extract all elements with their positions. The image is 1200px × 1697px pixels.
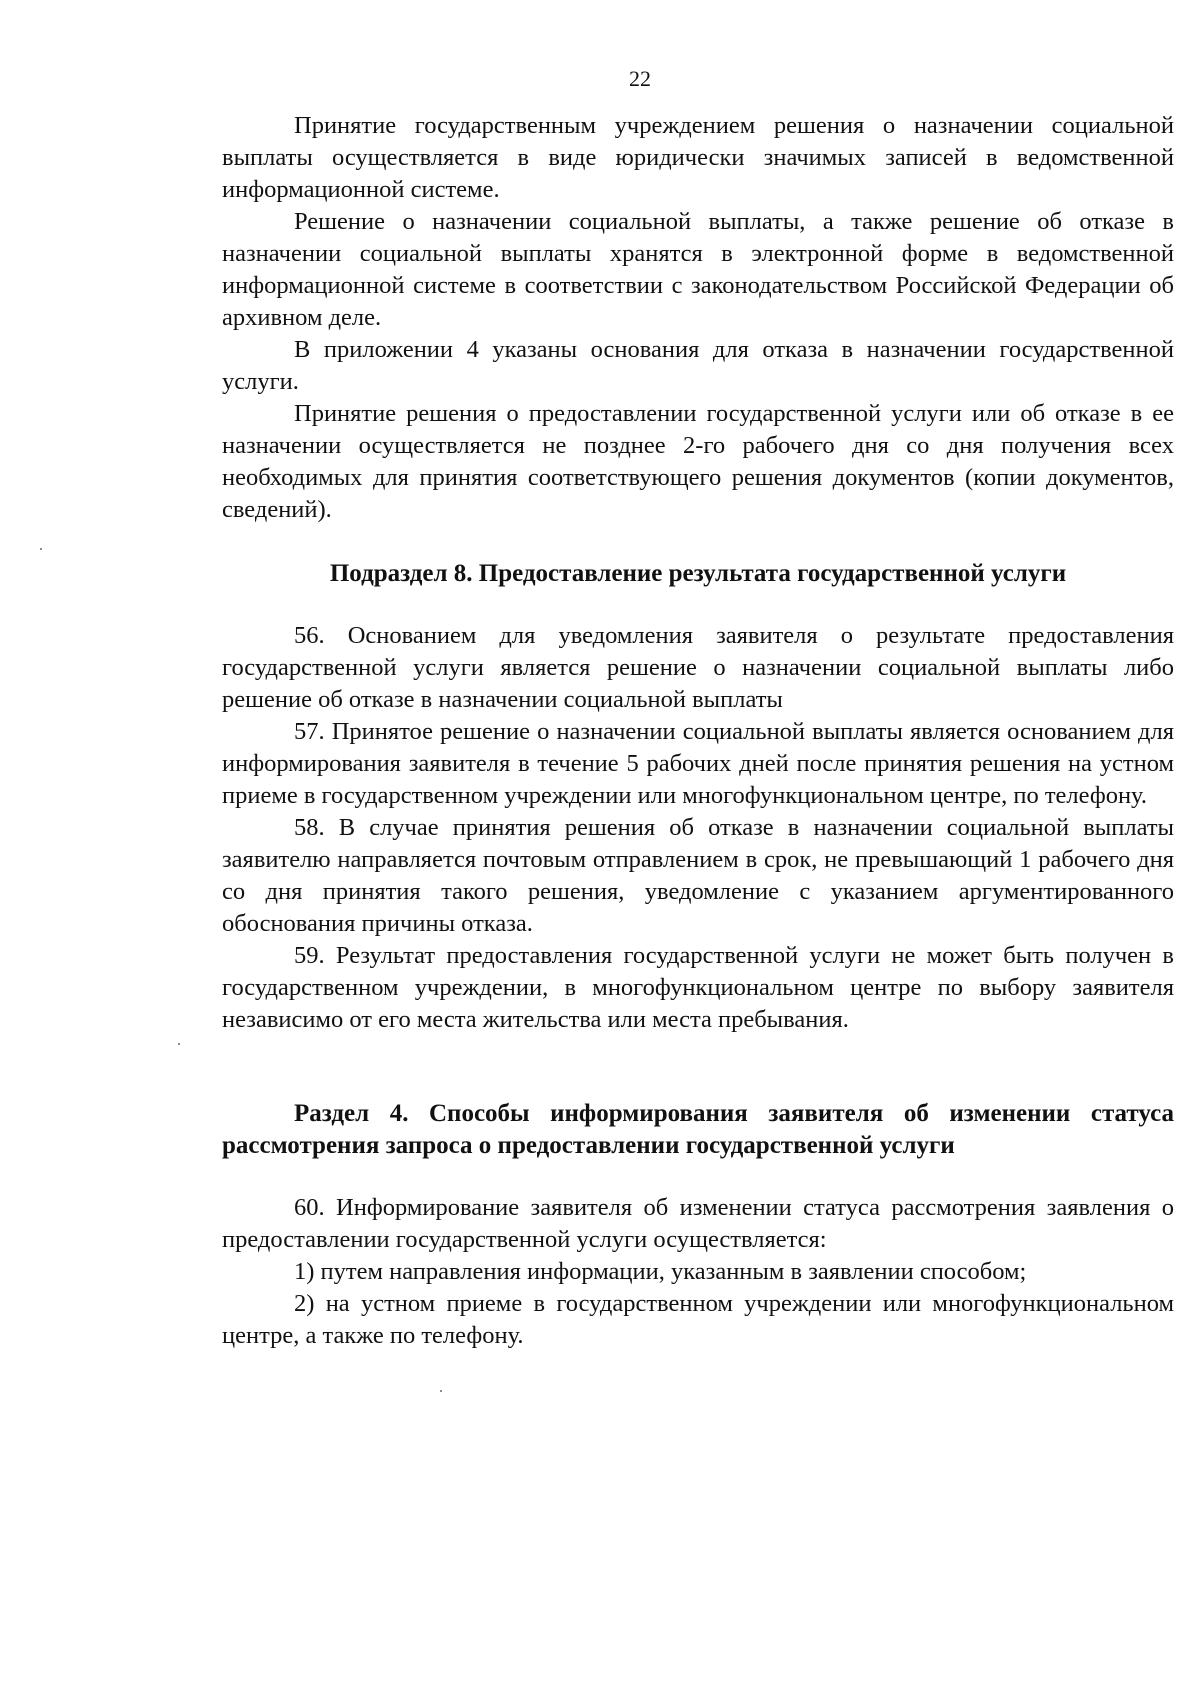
scan-speck: [40, 548, 42, 550]
paragraph: Принятие государственным учреждением решения о назначении социальной выплаты осуществляется в виде юридически значимых записей в ведомственной информационной системе.: [222, 112, 1174, 203]
paragraph-60: 60. Информирование заявителя об изменении статуса рассмотрения заявления о предоставлении государственной услуги осуществляется:: [222, 1194, 1174, 1253]
subsection-heading: Подраздел 8. Предоставление результата государственной услуги: [329, 560, 1067, 587]
paragraph: В приложении 4 указаны основания для отказа в назначении государственной услуги.: [222, 336, 1174, 395]
scan-speck: [178, 1043, 180, 1045]
paragraph-57: 57. Принятое решение о назначении социальной выплаты является основанием для информирования заявителя в течение 5 рабочих дней после принятия решения на устном приеме в государственном учреждении или многофункциональном центре, по телефону.: [222, 718, 1174, 809]
paragraph-58: 58. В случае принятия решения об отказе в назначении социальной выплаты заявителю направляется почтовым отправлением в срок, не превышающий 1 рабочего дня со дня принятия такого решения, уведомление с указанием аргументированного обоснования причины отказа.: [222, 814, 1174, 937]
list-item-1: 1) путем направления информации, указанным в заявлении способом;: [294, 1258, 1027, 1285]
spacer: [222, 1036, 1174, 1098]
spacer: [222, 590, 1174, 620]
scan-speck: [440, 1390, 442, 1392]
section-heading: Раздел 4. Способы информирования заявителя об изменении статуса рассмотрения запроса о предоставлении государственной услуги: [222, 1100, 1174, 1159]
list-item-2: 2) на устном приеме в государственном учреждении или многофункциональном центре, а также по телефону.: [222, 1290, 1174, 1349]
page-number: 22: [629, 66, 651, 91]
paragraph: Принятие решения о предоставлении государственной услуги или об отказе в ее назначении осуществляется не позднее 2-го рабочего дня со дня получения всех необходимых для принятия соответствующего решения документов (копии документов, сведений).: [222, 400, 1174, 523]
spacer: [222, 1162, 1174, 1192]
paragraph-59: 59. Результат предоставления государственной услуги не может быть получен в государственном учреждении, в многофункциональном центре по выбору заявителя независимо от его места жительства или места пребывания.: [222, 942, 1174, 1033]
document-body: [222, 110, 1174, 1352]
paragraph: Решение о назначении социальной выплаты, а также решение об отказе в назначении социальной выплаты хранятся в электронной форме в ведомственной информационной системе в соответствии с законодательством Российской Федерации об архивном деле.: [222, 208, 1174, 331]
paragraph-56: 56. Основанием для уведомления заявителя о результате предоставления государственной услуги является решение о назначении социальной выплаты либо решение об отказе в назначении социальной выплаты: [222, 622, 1174, 713]
spacer: [222, 526, 1174, 558]
